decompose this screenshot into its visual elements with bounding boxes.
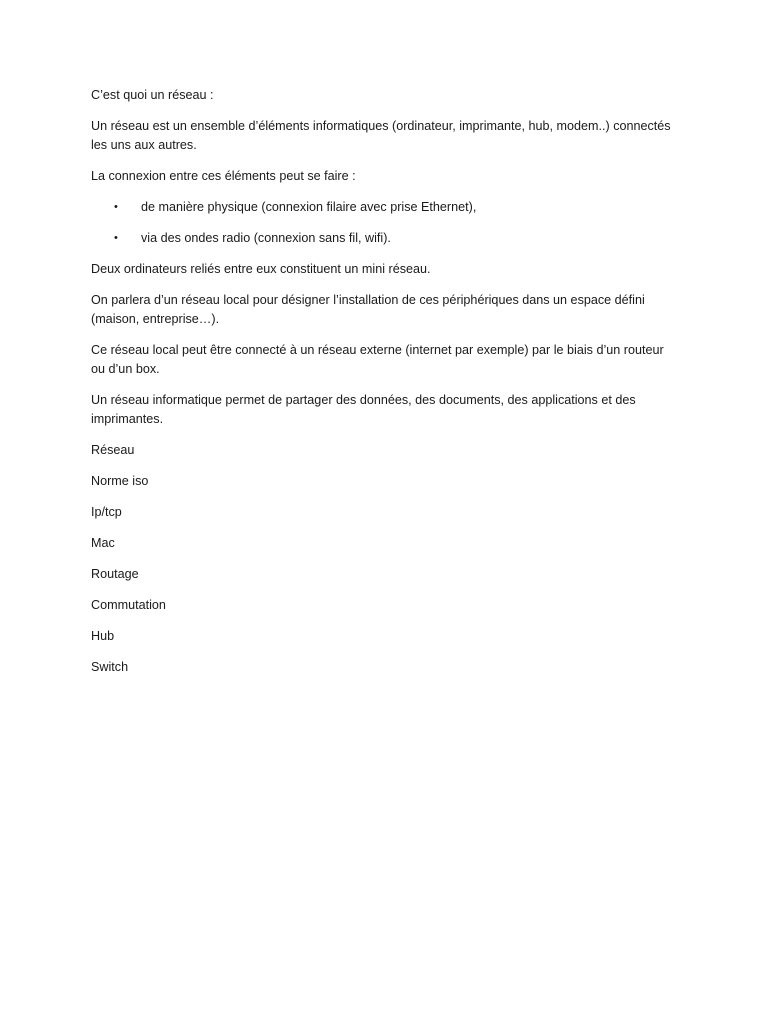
heading: C’est quoi un réseau : (91, 88, 214, 102)
term-item: Hub (91, 629, 115, 643)
paragraph: Deux ordinateurs reliés entre eux constituent un mini réseau. (91, 262, 431, 276)
paragraph: Un réseau informatique permet de partager des données, des documents, des applications et des imprimantes. (91, 393, 636, 426)
document-body (91, 86, 681, 689)
list-item-text: de manière physique (connexion filaire avec prise Ethernet), (141, 200, 477, 214)
paragraph: Ce réseau local peut être connecté à un réseau externe (internet par exemple) par le biais d’un routeur ou d’un box. (91, 343, 664, 376)
connexion-list (91, 198, 681, 248)
term-item: Norme iso (91, 474, 149, 488)
bullet-icon: • (114, 232, 118, 244)
paragraph: On parlera d’un réseau local pour désigner l’installation de ces périphériques dans un espace défini (maison, entreprise…). (91, 293, 645, 326)
bullet-icon: • (114, 201, 118, 213)
term-item: Réseau (91, 443, 135, 457)
term-item: Mac (91, 536, 115, 550)
list-item (91, 198, 681, 217)
list-item-text: via des ondes radio (connexion sans fil, wifi). (141, 231, 391, 245)
intro-paragraph: Un réseau est un ensemble d’éléments informatiques (ordinateur, imprimante, hub, modem..) connectés les uns aux autres. (91, 119, 671, 152)
term-item: Commutation (91, 598, 166, 612)
term-item: Routage (91, 567, 139, 581)
connexion-intro: La connexion entre ces éléments peut se faire : (91, 169, 356, 183)
list-item (91, 229, 681, 248)
term-item: Switch (91, 660, 129, 674)
term-list (91, 441, 681, 677)
term-item: Ip/tcp (91, 505, 122, 519)
